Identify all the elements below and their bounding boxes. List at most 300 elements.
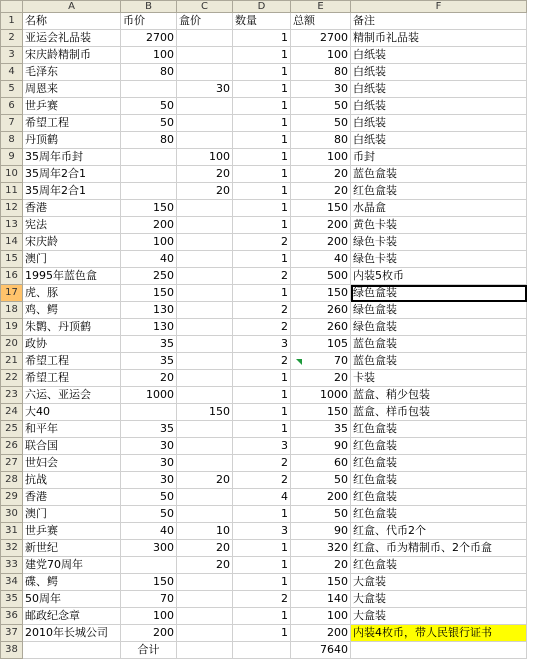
cell-quantity[interactable]: 2 [233, 234, 291, 251]
cell-name[interactable]: 新世纪 [23, 540, 121, 557]
cell-name[interactable]: 希望工程 [23, 115, 121, 132]
column-header-e[interactable]: E [291, 1, 351, 13]
cell-quantity[interactable]: 1 [233, 421, 291, 438]
cell-quantity[interactable]: 1 [233, 149, 291, 166]
cell-name[interactable]: 虎、豚 [23, 285, 121, 302]
row-number[interactable]: 31 [1, 523, 23, 540]
row-number[interactable]: 28 [1, 472, 23, 489]
cell-name[interactable]: 六运、亚运会 [23, 387, 121, 404]
column-header-c[interactable]: C [177, 1, 233, 13]
cell-name[interactable]: 抗战 [23, 472, 121, 489]
row-number[interactable]: 16 [1, 268, 23, 285]
cell-name[interactable]: 希望工程 [23, 370, 121, 387]
cell-coin-price[interactable]: 30 [121, 472, 177, 489]
column-header-b[interactable]: B [121, 1, 177, 13]
cell-box-price[interactable] [177, 574, 233, 591]
cell-coin-price[interactable]: 100 [121, 47, 177, 64]
row-number[interactable]: 25 [1, 421, 23, 438]
cell-name[interactable]: 香港 [23, 200, 121, 217]
cell-name[interactable]: 澳门 [23, 506, 121, 523]
cell-box-price[interactable] [177, 30, 233, 47]
cell-quantity[interactable] [233, 642, 291, 659]
cell-quantity[interactable]: 1 [233, 217, 291, 234]
cell-box-price[interactable] [177, 370, 233, 387]
cell-quantity[interactable]: 1 [233, 98, 291, 115]
cell-total[interactable]: 1000 [291, 387, 351, 404]
cell-note[interactable]: 红色盒装 [351, 472, 527, 489]
table-row [1, 132, 527, 149]
cell-total[interactable]: 260 [291, 319, 351, 336]
cell-coin-price[interactable]: 50 [121, 489, 177, 506]
row-number[interactable]: 26 [1, 438, 23, 455]
table-row [1, 64, 527, 81]
cell-total[interactable]: 35 [291, 421, 351, 438]
cell-coin-price[interactable]: 30 [121, 438, 177, 455]
table-row [1, 506, 527, 523]
cell-quantity[interactable]: 数量 [233, 13, 291, 30]
cell-name[interactable]: 世乒赛 [23, 98, 121, 115]
cell-box-price[interactable] [177, 336, 233, 353]
cell-box-price[interactable] [177, 421, 233, 438]
table-row [1, 387, 527, 404]
cell-name[interactable]: 毛泽东 [23, 64, 121, 81]
cell-name[interactable]: 大40 [23, 404, 121, 421]
cell-name[interactable]: 35周年币封 [23, 149, 121, 166]
cell-box-price[interactable] [177, 387, 233, 404]
cell-coin-price[interactable]: 20 [121, 370, 177, 387]
table-row [1, 13, 527, 30]
cell-box-price[interactable]: 100 [177, 149, 233, 166]
table-row [1, 540, 527, 557]
cell-note[interactable]: 备注 [351, 13, 527, 30]
cell-total[interactable]: 100 [291, 608, 351, 625]
row-number[interactable]: 6 [1, 98, 23, 115]
cell-name[interactable]: 邮政纪念章 [23, 608, 121, 625]
cell-name[interactable]: 1995年蓝色盒 [23, 268, 121, 285]
table-row [1, 523, 527, 540]
cell-total[interactable]: 200 [291, 625, 351, 642]
cell-quantity[interactable]: 1 [233, 540, 291, 557]
cell-note[interactable]: 大盒装 [351, 608, 527, 625]
cell-name[interactable]: 建党70周年 [23, 557, 121, 574]
cell-quantity[interactable]: 3 [233, 438, 291, 455]
table-row [1, 421, 527, 438]
cell-total[interactable]: 150 [291, 200, 351, 217]
cell-name[interactable]: 名称 [23, 13, 121, 30]
table-row [1, 285, 527, 302]
cell-name[interactable]: 政协 [23, 336, 121, 353]
cell-note[interactable]: 白纸装 [351, 64, 527, 81]
cell-coin-price[interactable]: 40 [121, 251, 177, 268]
cell-total[interactable]: 150 [291, 574, 351, 591]
cell-box-price[interactable]: 20 [177, 557, 233, 574]
cell-coin-price[interactable]: 1000 [121, 387, 177, 404]
row-number[interactable]: 34 [1, 574, 23, 591]
cell-note[interactable]: 绿色盒装 [351, 302, 527, 319]
table-row [1, 404, 527, 421]
cell-note[interactable]: 红色盒装 [351, 421, 527, 438]
cell-coin-price[interactable]: 250 [121, 268, 177, 285]
cell-coin-price[interactable]: 150 [121, 285, 177, 302]
cell-coin-price[interactable]: 币价 [121, 13, 177, 30]
cell-coin-price[interactable]: 35 [121, 336, 177, 353]
table-row [1, 557, 527, 574]
cell-coin-price[interactable]: 200 [121, 217, 177, 234]
cell-quantity[interactable]: 2 [233, 591, 291, 608]
cell-coin-price[interactable]: 150 [121, 200, 177, 217]
cell-total[interactable]: 40 [291, 251, 351, 268]
cell-total[interactable]: 20 [291, 183, 351, 200]
row-number[interactable]: 20 [1, 336, 23, 353]
cell-note[interactable]: 蓝盒、稍少包装 [351, 387, 527, 404]
cell-coin-price[interactable]: 80 [121, 132, 177, 149]
cell-box-price[interactable] [177, 489, 233, 506]
cell-coin-price[interactable] [121, 404, 177, 421]
cell-total[interactable]: 70 [291, 353, 351, 370]
cell-quantity[interactable]: 1 [233, 404, 291, 421]
cell-name[interactable]: 世乒赛 [23, 523, 121, 540]
cell-box-price[interactable] [177, 438, 233, 455]
cell-note[interactable]: 红色盒装 [351, 489, 527, 506]
cell-box-price[interactable] [177, 64, 233, 81]
cell-box-price[interactable] [177, 285, 233, 302]
cell-total[interactable]: 50 [291, 115, 351, 132]
table-row [1, 149, 527, 166]
table-row [1, 591, 527, 608]
cell-total[interactable]: 30 [291, 81, 351, 98]
cell-note[interactable]: 红色盒装 [351, 438, 527, 455]
row-number[interactable]: 38 [1, 642, 23, 659]
row-number[interactable]: 5 [1, 81, 23, 98]
cell-quantity[interactable]: 1 [233, 387, 291, 404]
cell-coin-price[interactable]: 200 [121, 625, 177, 642]
cell-note[interactable]: 内装4枚币，带人民银行证书 [351, 625, 527, 642]
cell-box-price[interactable] [177, 302, 233, 319]
row-number[interactable]: 19 [1, 319, 23, 336]
cell-coin-price[interactable]: 300 [121, 540, 177, 557]
cell-box-price[interactable] [177, 234, 233, 251]
table-row [1, 353, 527, 370]
row-number[interactable]: 15 [1, 251, 23, 268]
cell-total[interactable]: 150 [291, 404, 351, 421]
cell-total[interactable]: 50 [291, 472, 351, 489]
row-number[interactable]: 22 [1, 370, 23, 387]
cell-box-price[interactable]: 30 [177, 81, 233, 98]
cell-note[interactable]: 大盒装 [351, 591, 527, 608]
cell-note[interactable]: 内装5枚币 [351, 268, 527, 285]
cell-note[interactable]: 红色盒装 [351, 506, 527, 523]
row-number[interactable]: 1 [1, 13, 23, 30]
cell-name[interactable]: 宋庆龄 [23, 234, 121, 251]
cell-box-price[interactable] [177, 353, 233, 370]
cell-total[interactable]: 总额 [291, 13, 351, 30]
cell-box-price[interactable] [177, 506, 233, 523]
row-number[interactable]: 18 [1, 302, 23, 319]
cell-quantity[interactable]: 1 [233, 370, 291, 387]
cell-quantity[interactable]: 1 [233, 200, 291, 217]
cell-box-price[interactable] [177, 98, 233, 115]
cell-coin-price[interactable]: 40 [121, 523, 177, 540]
cell-name[interactable]: 朱鹮、丹顶鹤 [23, 319, 121, 336]
cell-note[interactable]: 红色盒装 [351, 557, 527, 574]
cell-total[interactable]: 105 [291, 336, 351, 353]
cell-name[interactable]: 丹顶鹤 [23, 132, 121, 149]
cell-coin-price[interactable]: 130 [121, 319, 177, 336]
row-number[interactable]: 23 [1, 387, 23, 404]
cell-note[interactable]: 蓝色盒装 [351, 353, 527, 370]
column-header-f[interactable]: F [351, 1, 527, 13]
row-number[interactable]: 3 [1, 47, 23, 64]
cell-name[interactable]: 世妇会 [23, 455, 121, 472]
table-row [1, 47, 527, 64]
row-number[interactable]: 33 [1, 557, 23, 574]
cell-note[interactable]: 卡装 [351, 370, 527, 387]
row-number[interactable]: 7 [1, 115, 23, 132]
cell-note[interactable]: 黄色卡装 [351, 217, 527, 234]
cell-box-price[interactable] [177, 591, 233, 608]
column-header-a[interactable]: A [23, 1, 121, 13]
cell-box-price[interactable]: 20 [177, 166, 233, 183]
table-row [1, 336, 527, 353]
cell-note[interactable]: 红盒、代币2个 [351, 523, 527, 540]
cell-note[interactable]: 绿色卡装 [351, 234, 527, 251]
cell-total[interactable]: 20 [291, 557, 351, 574]
row-number[interactable]: 27 [1, 455, 23, 472]
cell-box-price[interactable]: 盒价 [177, 13, 233, 30]
cell-box-price[interactable]: 10 [177, 523, 233, 540]
cell-note[interactable]: 白纸装 [351, 132, 527, 149]
row-number[interactable]: 32 [1, 540, 23, 557]
comment-indicator[interactable] [296, 359, 302, 365]
row-number[interactable]: 37 [1, 625, 23, 642]
cell-quantity[interactable]: 1 [233, 625, 291, 642]
cell-box-price[interactable]: 150 [177, 404, 233, 421]
row-number[interactable]: 11 [1, 183, 23, 200]
cell-name[interactable]: 宪法 [23, 217, 121, 234]
table-row [1, 574, 527, 591]
cell-coin-price[interactable]: 130 [121, 302, 177, 319]
row-number[interactable]: 2 [1, 30, 23, 47]
cell-name[interactable]: 和平年 [23, 421, 121, 438]
cell-note[interactable]: 绿色盒装 [351, 285, 527, 302]
cell-quantity[interactable]: 2 [233, 302, 291, 319]
cell-coin-price[interactable] [121, 166, 177, 183]
cell-box-price[interactable] [177, 47, 233, 64]
cell-box-price[interactable] [177, 608, 233, 625]
cell-box-price[interactable] [177, 455, 233, 472]
cell-note[interactable]: 币封 [351, 149, 527, 166]
cell-note[interactable]: 绿色盒装 [351, 319, 527, 336]
cell-note[interactable]: 蓝盒、样币包装 [351, 404, 527, 421]
cell-coin-price[interactable]: 35 [121, 353, 177, 370]
cell-box-price[interactable] [177, 268, 233, 285]
column-header-d[interactable]: D [233, 1, 291, 13]
cell-coin-price[interactable]: 70 [121, 591, 177, 608]
cell-box-price[interactable] [177, 132, 233, 149]
cell-coin-price[interactable]: 合计 [121, 642, 177, 659]
cell-quantity[interactable]: 1 [233, 115, 291, 132]
table-row [1, 268, 527, 285]
row-number[interactable]: 35 [1, 591, 23, 608]
cell-quantity[interactable]: 1 [233, 557, 291, 574]
cell-note[interactable]: 白纸装 [351, 115, 527, 132]
cell-total[interactable]: 50 [291, 506, 351, 523]
row-number[interactable]: 29 [1, 489, 23, 506]
cell-name[interactable]: 鸡、鳄 [23, 302, 121, 319]
cell-coin-price[interactable]: 80 [121, 64, 177, 81]
cell-total[interactable]: 80 [291, 64, 351, 81]
cell-note[interactable]: 水晶盒 [351, 200, 527, 217]
cell-total[interactable]: 60 [291, 455, 351, 472]
cell-note[interactable]: 大盒装 [351, 574, 527, 591]
row-number[interactable]: 17 [1, 285, 23, 302]
cell-name[interactable]: 碟、鳄 [23, 574, 121, 591]
table-row [1, 200, 527, 217]
cell-total[interactable]: 7640 [291, 642, 351, 659]
cell-total[interactable]: 80 [291, 132, 351, 149]
cell-name[interactable] [23, 642, 121, 659]
cell-total[interactable]: 150 [291, 285, 351, 302]
cell-quantity[interactable]: 1 [233, 285, 291, 302]
select-all-corner[interactable] [1, 1, 23, 13]
cell-quantity[interactable]: 2 [233, 353, 291, 370]
cell-total[interactable]: 50 [291, 98, 351, 115]
cell-coin-price[interactable]: 50 [121, 98, 177, 115]
cell-box-price[interactable] [177, 625, 233, 642]
cell-box-price[interactable] [177, 217, 233, 234]
cell-quantity[interactable]: 1 [233, 132, 291, 149]
cell-coin-price[interactable] [121, 81, 177, 98]
cell-coin-price[interactable]: 2700 [121, 30, 177, 47]
cell-box-price[interactable] [177, 115, 233, 132]
cell-note[interactable] [351, 642, 527, 659]
cell-note[interactable]: 白纸装 [351, 47, 527, 64]
cell-quantity[interactable]: 2 [233, 455, 291, 472]
cell-total[interactable]: 20 [291, 370, 351, 387]
cell-note[interactable]: 精制币礼品装 [351, 30, 527, 47]
row-number[interactable]: 14 [1, 234, 23, 251]
cell-name[interactable]: 联合国 [23, 438, 121, 455]
cell-total[interactable]: 20 [291, 166, 351, 183]
cell-box-price[interactable]: 20 [177, 183, 233, 200]
row-number[interactable]: 24 [1, 404, 23, 421]
cell-quantity[interactable]: 3 [233, 336, 291, 353]
cell-note[interactable]: 白纸装 [351, 98, 527, 115]
cell-coin-price[interactable]: 100 [121, 234, 177, 251]
cell-coin-price[interactable] [121, 183, 177, 200]
row-number[interactable]: 36 [1, 608, 23, 625]
table-row [1, 642, 527, 659]
cell-coin-price[interactable]: 35 [121, 421, 177, 438]
cell-quantity[interactable]: 1 [233, 47, 291, 64]
cell-total[interactable]: 320 [291, 540, 351, 557]
row-number[interactable]: 10 [1, 166, 23, 183]
cell-quantity[interactable]: 4 [233, 489, 291, 506]
cell-total[interactable]: 200 [291, 234, 351, 251]
table-row [1, 81, 527, 98]
cell-total[interactable]: 200 [291, 217, 351, 234]
table-row [1, 302, 527, 319]
cell-name[interactable]: 50周年 [23, 591, 121, 608]
cell-total[interactable]: 90 [291, 438, 351, 455]
cell-total[interactable]: 200 [291, 489, 351, 506]
cell-name[interactable]: 周恩来 [23, 81, 121, 98]
row-number[interactable]: 13 [1, 217, 23, 234]
cell-name[interactable]: 希望工程 [23, 353, 121, 370]
cell-coin-price[interactable]: 50 [121, 115, 177, 132]
cell-note[interactable]: 红色盒装 [351, 183, 527, 200]
cell-box-price[interactable] [177, 642, 233, 659]
cell-coin-price[interactable]: 100 [121, 608, 177, 625]
cell-name[interactable]: 35周年2合1 [23, 183, 121, 200]
cell-name[interactable]: 亚运会礼品装 [23, 30, 121, 47]
row-number[interactable]: 8 [1, 132, 23, 149]
row-number[interactable]: 4 [1, 64, 23, 81]
cell-quantity[interactable]: 2 [233, 472, 291, 489]
cell-quantity[interactable]: 1 [233, 166, 291, 183]
cell-total[interactable]: 2700 [291, 30, 351, 47]
cell-name[interactable]: 2010年长城公司 [23, 625, 121, 642]
cell-note[interactable]: 红盒、币为精制币、2个币盒 [351, 540, 527, 557]
row-number[interactable]: 9 [1, 149, 23, 166]
cell-note[interactable]: 绿色卡装 [351, 251, 527, 268]
cell-name[interactable]: 澳门 [23, 251, 121, 268]
cell-note[interactable]: 白纸装 [351, 81, 527, 98]
cell-box-price[interactable] [177, 251, 233, 268]
cell-box-price[interactable]: 20 [177, 472, 233, 489]
cell-coin-price[interactable] [121, 149, 177, 166]
cell-quantity[interactable]: 2 [233, 268, 291, 285]
row-number[interactable]: 21 [1, 353, 23, 370]
row-number[interactable]: 12 [1, 200, 23, 217]
cell-quantity[interactable]: 3 [233, 523, 291, 540]
cell-total[interactable]: 500 [291, 268, 351, 285]
cell-name[interactable]: 35周年2合1 [23, 166, 121, 183]
cell-total[interactable]: 90 [291, 523, 351, 540]
table-row [1, 489, 527, 506]
cell-quantity[interactable]: 1 [233, 506, 291, 523]
cell-quantity[interactable]: 1 [233, 30, 291, 47]
cell-total[interactable]: 140 [291, 591, 351, 608]
cell-box-price[interactable]: 20 [177, 540, 233, 557]
cell-quantity[interactable]: 1 [233, 64, 291, 81]
cell-note[interactable]: 蓝色盒装 [351, 166, 527, 183]
table-row [1, 98, 527, 115]
cell-coin-price[interactable]: 30 [121, 455, 177, 472]
cell-total[interactable]: 260 [291, 302, 351, 319]
cell-box-price[interactable] [177, 319, 233, 336]
cell-note[interactable]: 蓝色盒装 [351, 336, 527, 353]
cell-quantity[interactable]: 1 [233, 183, 291, 200]
cell-coin-price[interactable]: 150 [121, 574, 177, 591]
row-number[interactable]: 30 [1, 506, 23, 523]
cell-quantity[interactable]: 1 [233, 81, 291, 98]
cell-name[interactable]: 宋庆龄精制币 [23, 47, 121, 64]
table-row [1, 251, 527, 268]
cell-quantity[interactable]: 2 [233, 319, 291, 336]
cell-note[interactable]: 红色盒装 [351, 455, 527, 472]
table-row [1, 166, 527, 183]
cell-coin-price[interactable]: 50 [121, 506, 177, 523]
cell-coin-price[interactable] [121, 557, 177, 574]
cell-quantity[interactable]: 1 [233, 574, 291, 591]
cell-total[interactable]: 100 [291, 47, 351, 64]
cell-quantity[interactable]: 1 [233, 608, 291, 625]
cell-total[interactable]: 100 [291, 149, 351, 166]
cell-name[interactable]: 香港 [23, 489, 121, 506]
cell-quantity[interactable]: 1 [233, 251, 291, 268]
cell-box-price[interactable] [177, 200, 233, 217]
